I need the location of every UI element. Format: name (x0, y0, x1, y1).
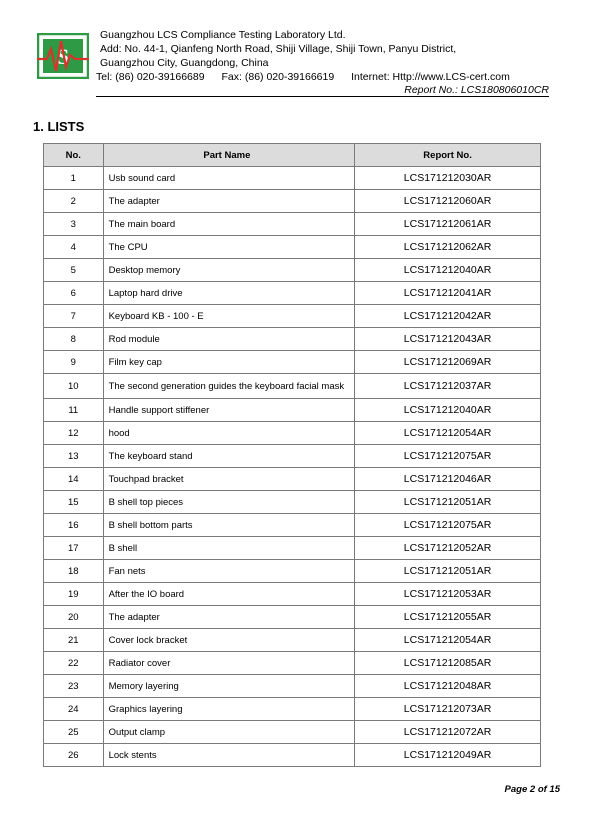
row-report-no: LCS171212060AR (355, 190, 541, 213)
table-row (44, 190, 541, 213)
row-report-no: LCS171212085AR (355, 652, 541, 675)
row-part-name: Touchpad bracket (103, 468, 355, 491)
row-no: 17 (44, 537, 104, 560)
row-report-no: LCS171212042AR (355, 305, 541, 328)
table-row (44, 514, 541, 537)
row-no: 24 (44, 698, 104, 721)
row-report-no: LCS171212061AR (355, 213, 541, 236)
table-row (44, 606, 541, 629)
header-divider (96, 96, 549, 97)
contact-line (96, 70, 524, 84)
company-name: Guangzhou LCS Compliance Testing Laboratory Ltd. (100, 29, 346, 41)
column-header-no: No. (44, 144, 104, 167)
row-part-name: Output clamp (103, 721, 355, 744)
row-no: 2 (44, 190, 104, 213)
row-part-name: Cover lock bracket (103, 629, 355, 652)
table-row (44, 351, 541, 374)
row-part-name: The adapter (103, 190, 355, 213)
row-report-no: LCS171212049AR (355, 744, 541, 767)
row-part-name: The main board (103, 213, 355, 236)
row-no: 9 (44, 351, 104, 374)
table-row (44, 422, 541, 445)
address-line-1: Add: No. 44-1, Qianfeng North Road, Shiji Village, Shiji Town, Panyu District, (100, 43, 457, 55)
row-report-no: LCS171212040AR (355, 399, 541, 422)
table-row (44, 282, 541, 305)
row-no: 10 (44, 374, 104, 399)
row-report-no: LCS171212046AR (355, 468, 541, 491)
row-part-name: Usb sound card (103, 167, 355, 190)
table-row (44, 328, 541, 351)
row-report-no: LCS171212030AR (355, 167, 541, 190)
section-title: 1. LISTS (33, 119, 85, 134)
table-row (44, 167, 541, 190)
row-part-name: Radiator cover (103, 652, 355, 675)
row-no: 11 (44, 399, 104, 422)
row-part-name: Fan nets (103, 560, 355, 583)
table-row (44, 560, 541, 583)
row-report-no: LCS171212075AR (355, 445, 541, 468)
row-part-name: Keyboard KB - 100 - E (103, 305, 355, 328)
row-no: 7 (44, 305, 104, 328)
table-row (44, 468, 541, 491)
row-report-no: LCS171212048AR (355, 675, 541, 698)
row-report-no: LCS171212055AR (355, 606, 541, 629)
row-no: 15 (44, 491, 104, 514)
table-row (44, 583, 541, 606)
row-no: 22 (44, 652, 104, 675)
table-row (44, 236, 541, 259)
row-part-name: The keyboard stand (103, 445, 355, 468)
row-no: 4 (44, 236, 104, 259)
row-no: 19 (44, 583, 104, 606)
address-line-2: Guangzhou City, Guangdong, China (100, 57, 269, 69)
row-part-name: Handle support stiffener (103, 399, 355, 422)
table-row (44, 399, 541, 422)
row-part-name: Laptop hard drive (103, 282, 355, 305)
lcs-logo-icon (37, 33, 89, 79)
column-header-report-no: Report No. (355, 144, 541, 167)
table-row (44, 537, 541, 560)
row-report-no: LCS171212037AR (355, 374, 541, 399)
row-no: 16 (44, 514, 104, 537)
row-no: 1 (44, 167, 104, 190)
row-part-name: B shell bottom parts (103, 514, 355, 537)
row-no: 13 (44, 445, 104, 468)
table-header-row (44, 144, 541, 167)
row-part-name: The CPU (103, 236, 355, 259)
row-no: 14 (44, 468, 104, 491)
company-info (100, 28, 456, 70)
row-part-name: Lock stents (103, 744, 355, 767)
row-part-name: The second generation guides the keyboard facial mask (103, 374, 355, 399)
table-row (44, 374, 541, 399)
lists-table (43, 143, 541, 767)
row-part-name: B shell top pieces (103, 491, 355, 514)
row-report-no: LCS171212069AR (355, 351, 541, 374)
row-part-name: Memory layering (103, 675, 355, 698)
row-report-no: LCS171212043AR (355, 328, 541, 351)
svg-text:S: S (56, 44, 70, 69)
column-header-part-name: Part Name (103, 144, 355, 167)
row-no: 23 (44, 675, 104, 698)
report-number: Report No.: LCS180806010CR (404, 84, 549, 96)
page-header (0, 0, 598, 100)
row-part-name: Film key cap (103, 351, 355, 374)
row-report-no: LCS171212072AR (355, 721, 541, 744)
row-report-no: LCS171212054AR (355, 629, 541, 652)
row-report-no: LCS171212054AR (355, 422, 541, 445)
row-no: 8 (44, 328, 104, 351)
table-row (44, 213, 541, 236)
row-no: 18 (44, 560, 104, 583)
row-report-no: LCS171212051AR (355, 491, 541, 514)
row-no: 6 (44, 282, 104, 305)
row-no: 21 (44, 629, 104, 652)
row-no: 5 (44, 259, 104, 282)
row-report-no: LCS171212041AR (355, 282, 541, 305)
table-row (44, 629, 541, 652)
row-part-name: Rod module (103, 328, 355, 351)
row-part-name: Graphics layering (103, 698, 355, 721)
table-row (44, 652, 541, 675)
row-no: 25 (44, 721, 104, 744)
row-part-name: The adapter (103, 606, 355, 629)
table-row (44, 259, 541, 282)
row-no: 26 (44, 744, 104, 767)
table-row (44, 744, 541, 767)
table-row (44, 491, 541, 514)
row-part-name: hood (103, 422, 355, 445)
table-row (44, 445, 541, 468)
row-report-no: LCS171212075AR (355, 514, 541, 537)
tel: Tel: (86) 020-39166689 (96, 71, 205, 83)
row-report-no: LCS171212053AR (355, 583, 541, 606)
page-number: Page 2 of 15 (504, 784, 560, 795)
table-row (44, 305, 541, 328)
row-part-name: After the IO board (103, 583, 355, 606)
row-report-no: LCS171212062AR (355, 236, 541, 259)
row-report-no: LCS171212052AR (355, 537, 541, 560)
row-report-no: LCS171212073AR (355, 698, 541, 721)
row-no: 3 (44, 213, 104, 236)
table-row (44, 698, 541, 721)
row-no: 20 (44, 606, 104, 629)
table-row (44, 721, 541, 744)
row-part-name: Desktop memory (103, 259, 355, 282)
internet: Internet: Http://www.LCS-cert.com (351, 71, 510, 83)
fax: Fax: (86) 020-39166619 (221, 71, 335, 83)
row-no: 12 (44, 422, 104, 445)
row-part-name: B shell (103, 537, 355, 560)
table-row (44, 675, 541, 698)
row-report-no: LCS171212040AR (355, 259, 541, 282)
row-report-no: LCS171212051AR (355, 560, 541, 583)
